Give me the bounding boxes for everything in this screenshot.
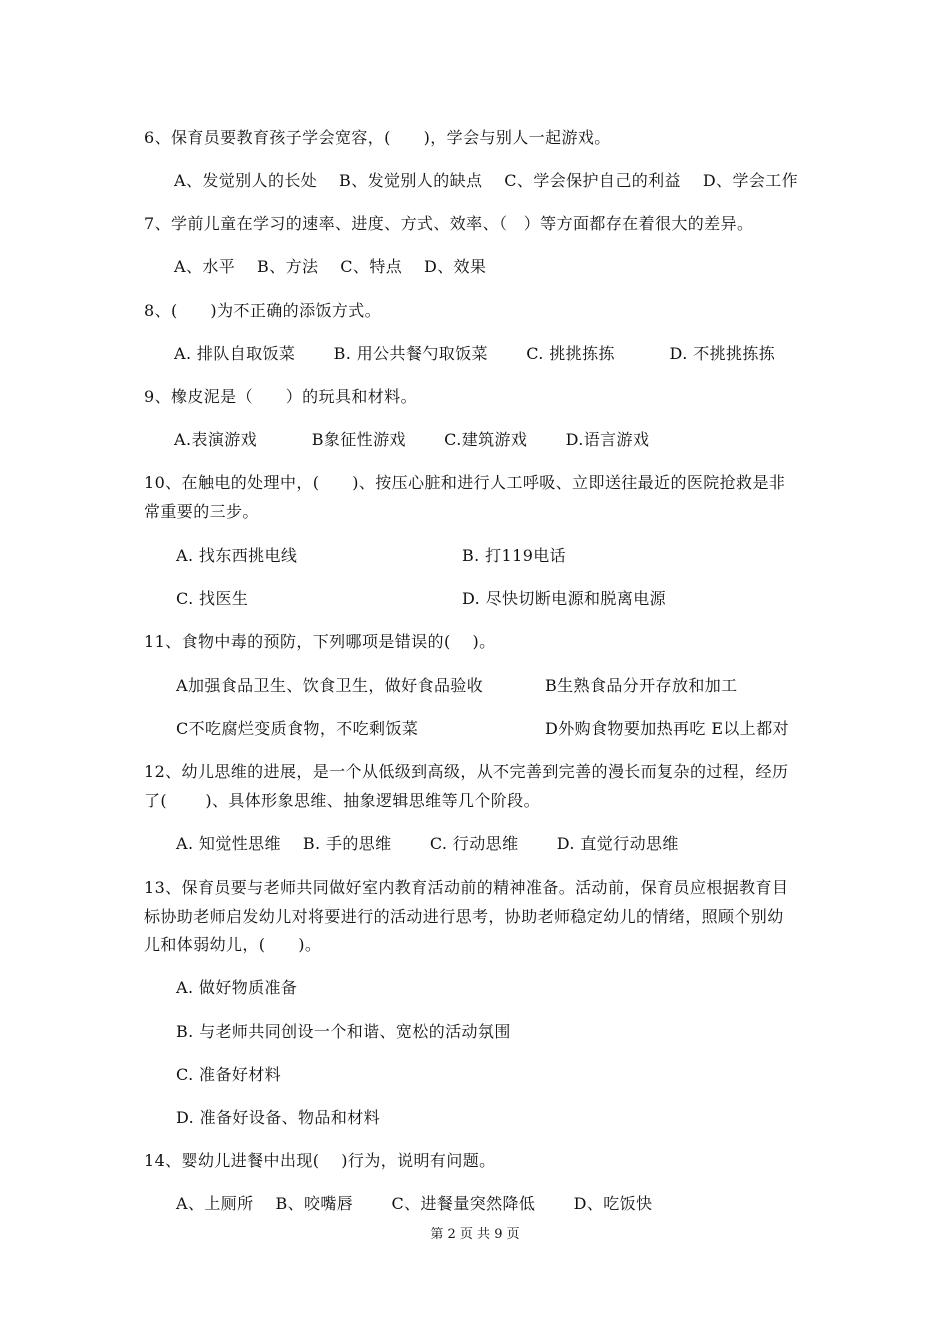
question-13-option-b: B. 与老师共同创设一个和谐、宽松的活动氛围 bbox=[176, 1022, 511, 1041]
question-11-option-b: B生熟食品分开存放和加工 bbox=[545, 676, 738, 695]
question-13-stem-line-2: 标协助老师启发幼儿对将要进行的活动进行思考，协助老师稳定幼儿的情绪，照顾个别幼 bbox=[144, 907, 784, 926]
question-9-stem: 9、橡皮泥是（ ）的玩具和材料。 bbox=[144, 387, 417, 406]
question-10-option-c: C. 找医生 bbox=[176, 589, 249, 608]
question-10-option-d: D. 尽快切断电源和脱离电源 bbox=[462, 589, 667, 608]
question-11-option-d: D外购食物要加热再吃 E以上都对 bbox=[545, 719, 789, 738]
question-7-options: A、水平 B、方法 C、特点 D、效果 bbox=[174, 257, 487, 276]
question-10-option-a: A. 找东西挑电线 bbox=[176, 546, 298, 565]
question-9-options: A.表演游戏 B象征性游戏 C.建筑游戏 D.语言游戏 bbox=[174, 430, 650, 449]
question-13-option-c: C. 准备好材料 bbox=[176, 1065, 282, 1084]
page-number-footer: 第 2 页 共 9 页 bbox=[430, 1227, 520, 1242]
question-7-stem: 7、学前儿童在学习的速率、进度、方式、效率、（ ）等方面都存在着很大的差异。 bbox=[144, 214, 754, 233]
question-13-stem-line-1: 13、保育员要与老师共同做好室内教育活动前的精神准备。活动前，保育员应根据教育目 bbox=[144, 878, 789, 897]
question-10-stem-line-2: 常重要的三步。 bbox=[144, 502, 259, 521]
question-14-stem: 14、婴幼儿进餐中出现( )行为，说明有问题。 bbox=[144, 1151, 496, 1170]
question-12-stem-line-1: 12、幼儿思维的进展，是一个从低级到高级，从不完善到完善的漫长而复杂的过程，经历 bbox=[144, 762, 789, 781]
question-8-options: A. 排队自取饭菜 B. 用公共餐勺取饭菜 C. 挑挑拣拣 D. 不挑挑拣拣 bbox=[174, 344, 776, 363]
question-12-options: A. 知觉性思维 B. 手的思维 C. 行动思维 D. 直觉行动思维 bbox=[176, 834, 679, 853]
question-11-option-a: A加强食品卫生、饮食卫生，做好食品验收 bbox=[176, 676, 484, 695]
question-13-option-d: D. 准备好设备、物品和材料 bbox=[176, 1108, 381, 1127]
question-13-option-a: A. 做好物质准备 bbox=[176, 978, 298, 997]
question-11-stem: 11、食物中毒的预防，下列哪项是错误的( )。 bbox=[144, 632, 496, 651]
question-6-options: A、发觉别人的长处 B、发觉别人的缺点 C、学会保护自己的利益 D、学会工作 bbox=[174, 171, 799, 190]
question-13-stem-line-3: 儿和体弱幼儿，( )。 bbox=[144, 935, 322, 954]
question-6-stem: 6、保育员要教育孩子学会宽容，( )，学会与别人一起游戏。 bbox=[144, 128, 611, 147]
question-12-stem-line-2: 了( )、具体形象思维、抽象逻辑思维等几个阶段。 bbox=[144, 791, 540, 810]
question-14-options: A、上厕所 B、咬嘴唇 C、进餐量突然降低 D、吃饭快 bbox=[176, 1194, 653, 1213]
question-10-option-b: B. 打119电话 bbox=[462, 546, 567, 565]
question-8-stem: 8、( )为不正确的添饭方式。 bbox=[144, 301, 382, 320]
question-10-stem-line-1: 10、在触电的处理中，( )、按压心脏和进行人工呼吸、立即送往最近的医院抢救是非 bbox=[144, 473, 786, 492]
question-11-option-c: C不吃腐烂变质食物，不吃剩饭菜 bbox=[176, 719, 419, 738]
